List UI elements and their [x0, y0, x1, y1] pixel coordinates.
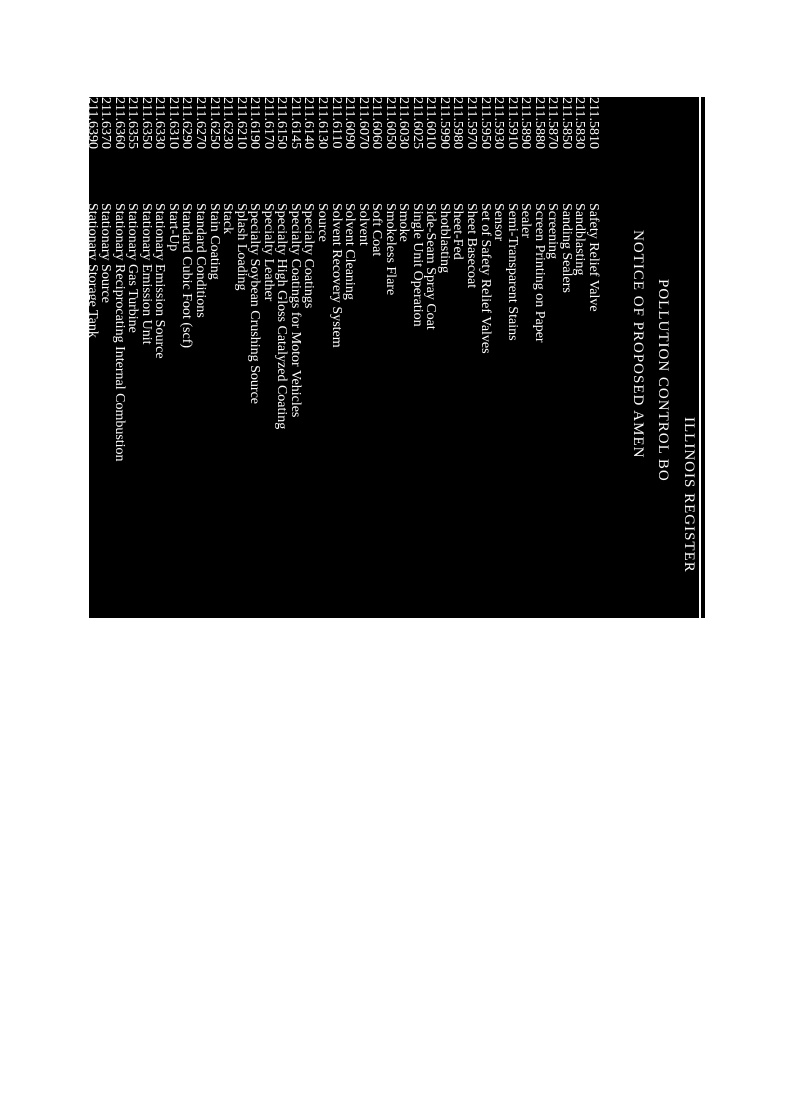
defined-term: Specialty Leather — [260, 203, 276, 302]
list-item — [112, 97, 126, 797]
section-number: 211.6370 — [98, 97, 114, 149]
list-item — [451, 97, 465, 797]
section-number: 211.6355 — [125, 97, 141, 149]
list-item — [356, 97, 370, 797]
section-number: 211.6050 — [382, 97, 398, 149]
list-item — [98, 97, 112, 797]
section-number: 211.5950 — [477, 97, 493, 149]
defined-term: Screening — [545, 203, 561, 259]
section-number: 211.6170 — [260, 97, 276, 149]
register-title: ILLINOIS REGISTER — [681, 417, 697, 573]
section-number: 211.6130 — [315, 97, 330, 149]
defined-term: Sanding Sealers — [558, 203, 574, 293]
list-item — [234, 97, 248, 797]
defined-term: Smoke — [396, 203, 412, 242]
section-number: 211.6250 — [206, 97, 222, 149]
list-item — [423, 97, 437, 797]
section-number: 211.6350 — [138, 97, 154, 149]
list-item — [464, 97, 478, 797]
defined-term: Stain Coating — [206, 203, 222, 280]
list-item — [437, 97, 451, 797]
section-number: 211.6010 — [423, 97, 439, 149]
scanned-page — [71, 97, 705, 618]
section-number: 211.6025 — [409, 97, 425, 149]
list-item — [410, 97, 424, 797]
defined-term: Solvent — [355, 203, 371, 246]
defined-term: Stencil Coat — [71, 203, 87, 272]
list-item — [288, 97, 302, 797]
defined-term: Stationary Emission Source — [152, 203, 168, 359]
section-number: 211.6070 — [355, 97, 371, 149]
list-item — [247, 97, 261, 797]
section-number: 211.6030 — [396, 97, 412, 149]
defined-term: Smokeless Flare — [382, 203, 398, 296]
section-number: 211.6060 — [369, 97, 385, 149]
section-number: 211.5810 — [586, 97, 601, 149]
section-number: 211.6210 — [233, 97, 249, 149]
section-number: 211.5930 — [491, 97, 507, 149]
list-item — [572, 97, 586, 797]
list-item — [261, 97, 275, 797]
defined-term: Splash Loading — [233, 203, 249, 291]
section-number: 211.5850 — [558, 97, 574, 149]
list-item — [532, 97, 546, 797]
defined-term: Shotblasting — [436, 203, 452, 274]
section-number: 211.6330 — [152, 97, 168, 149]
list-item — [180, 97, 194, 797]
section-number: 211.6150 — [274, 97, 290, 149]
notice-title: NOTICE OF PROPOSED AMEN — [630, 230, 646, 459]
defined-term: Specialty Soybean Crushing Source — [247, 203, 263, 405]
list-item — [71, 97, 85, 797]
defined-term: Solvent Recovery System — [328, 203, 344, 348]
list-item — [491, 97, 505, 797]
defined-term: Stationary Reciprocating Internal Combustion — [111, 203, 127, 462]
list-item — [166, 97, 180, 797]
defined-term: Soft Coat — [369, 203, 385, 257]
list-item — [505, 97, 519, 797]
board-title: POLLUTION CONTROL BO — [655, 279, 671, 482]
defined-term: Sheet Basecoat — [464, 203, 480, 289]
list-item — [383, 97, 397, 797]
section-number: 211.6090 — [342, 97, 358, 149]
list-item — [193, 97, 207, 797]
defined-term: Stationary Storage Tank — [84, 203, 100, 338]
section-number: 211.6400 — [71, 97, 87, 149]
list-item — [274, 97, 288, 797]
list-item — [220, 97, 234, 797]
rotated-document — [71, 97, 705, 618]
defined-term: Screen Printing on Paper — [531, 203, 547, 343]
defined-term: Solvent Cleaning — [342, 203, 358, 300]
defined-term: Specialty Coatings — [301, 203, 317, 309]
defined-term: Safety Relief Valve — [586, 203, 601, 312]
section-number: 211.5880 — [531, 97, 547, 149]
list-item — [329, 97, 343, 797]
list-item — [369, 97, 383, 797]
defined-term: Standard Conditions — [193, 203, 209, 318]
defined-term: Set of Safety Relief Valves — [477, 203, 493, 354]
defined-term: Semi-Transparent Stains — [504, 203, 520, 341]
section-number: 211.6140 — [301, 97, 317, 149]
defined-term: Side-Seam Spray Coat — [423, 203, 439, 330]
defined-term: Stationary Emission Unit — [138, 203, 154, 345]
section-number: 211.6270 — [193, 97, 209, 149]
list-item — [301, 97, 315, 797]
list-item — [207, 97, 221, 797]
list-item — [152, 97, 166, 797]
header-rule — [699, 97, 701, 618]
defined-term: Single Unit Operation — [409, 203, 425, 327]
list-item — [85, 97, 99, 797]
list-item — [315, 97, 329, 797]
section-number: 211.5990 — [436, 97, 452, 149]
list-item — [586, 97, 600, 797]
defined-term: Specialty Coatings for Motor Vehicles — [287, 203, 303, 418]
section-number: 211.6190 — [247, 97, 263, 149]
defined-term: Sheet-Fed — [450, 203, 466, 260]
defined-term: Stationary Gas Turbine — [125, 203, 141, 333]
defined-term: Stack — [220, 203, 236, 235]
defined-term: Start-Up — [165, 203, 181, 252]
defined-term: Standard Cubic Foot (scf) — [179, 203, 195, 349]
list-item — [342, 97, 356, 797]
defined-term: Sandblasting — [572, 203, 588, 276]
section-number: 211.6230 — [220, 97, 236, 149]
section-number: 211.5870 — [545, 97, 561, 149]
defined-term: Specialty High Gloss Catalyzed Coating — [274, 203, 290, 430]
defined-term: Sealer — [518, 203, 534, 238]
section-number: 211.6110 — [328, 97, 344, 149]
list-item — [518, 97, 532, 797]
defined-term: Source — [315, 203, 330, 242]
list-item — [396, 97, 410, 797]
section-number: 211.5830 — [572, 97, 588, 149]
section-number: 211.6290 — [179, 97, 195, 149]
list-item — [559, 97, 573, 797]
section-number: 211.6360 — [111, 97, 127, 149]
section-number: 211.5970 — [464, 97, 480, 149]
section-number: 211.6145 — [287, 97, 303, 149]
list-item — [139, 97, 153, 797]
defined-term: Sensor — [491, 203, 507, 242]
list-item — [125, 97, 139, 797]
section-number: 211.5890 — [518, 97, 534, 149]
section-number: 211.6390 — [84, 97, 100, 149]
defined-term: Stationary Source — [98, 203, 114, 303]
section-number: 211.5980 — [450, 97, 466, 149]
list-item — [478, 97, 492, 797]
section-number: 211.5910 — [504, 97, 520, 149]
section-number: 211.6310 — [165, 97, 181, 149]
list-item — [545, 97, 559, 797]
